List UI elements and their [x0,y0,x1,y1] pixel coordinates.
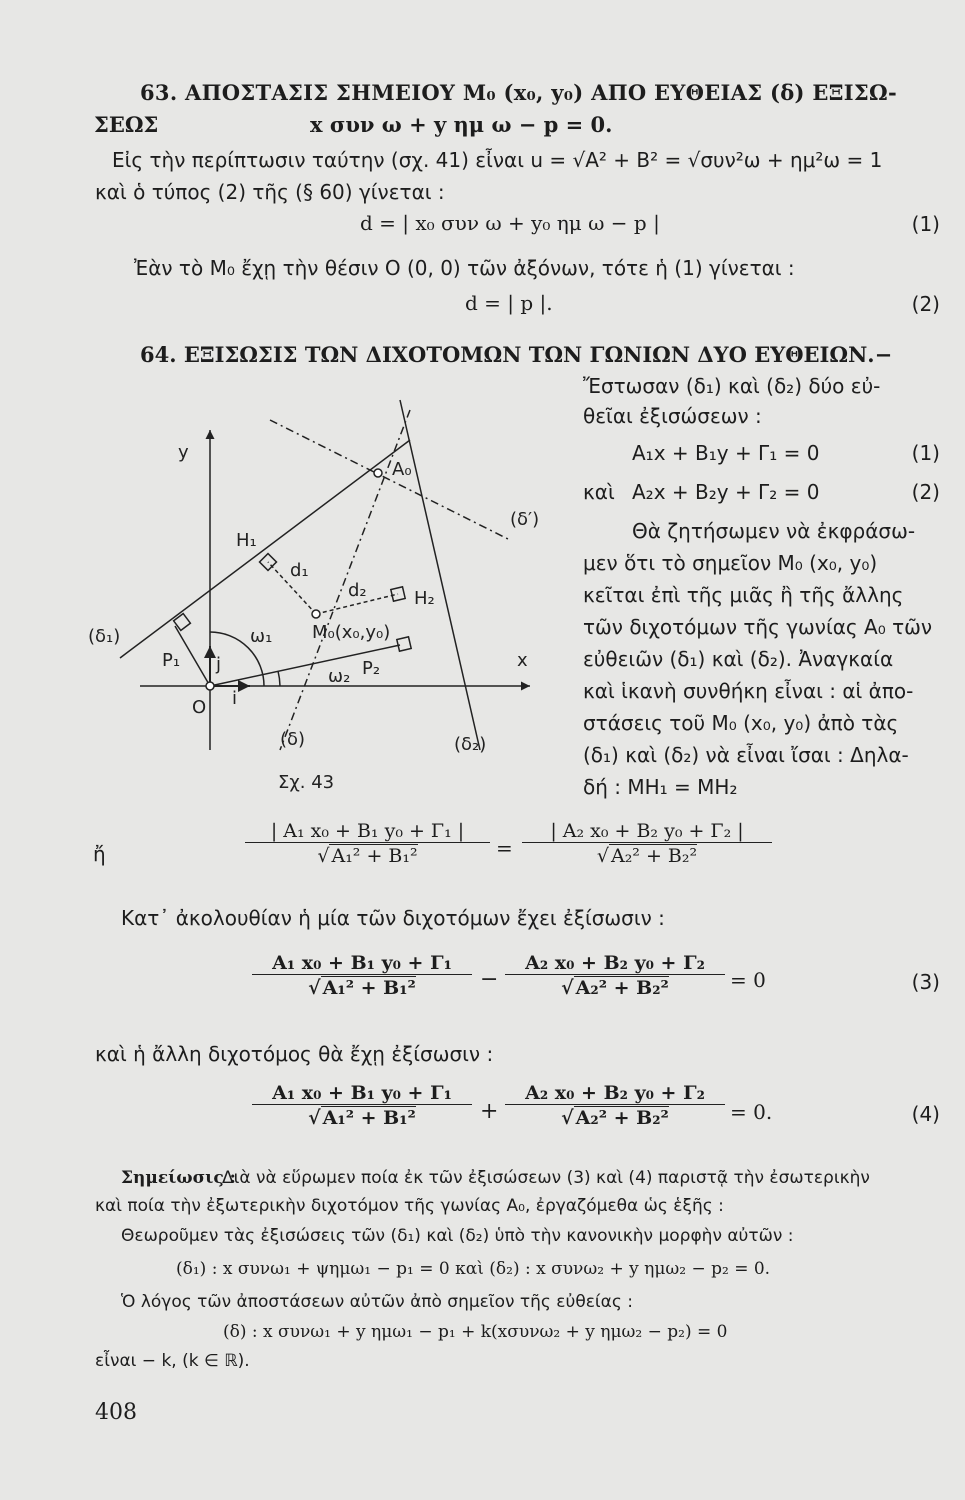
equation-2: d = | p |. [465,291,553,315]
label-delta1: (δ₁) [88,626,121,647]
point-A0 [374,469,382,477]
fraction-5: $\frac{\text{A₁ x₀ + B₁ y₀ + Γ₁}}{\text{√ A₁² + B₁²}}$ [252,1082,472,1129]
fraction-6: $\frac{\text{A₂ x₀ + B₂ y₀ + Γ₂}}{\text{√ A₂² + B₂²}}$ [505,1082,725,1129]
point-O [206,682,214,690]
paragraph-line: (δ₁) καὶ (δ₂) νὰ εἶναι ἴσαι : Δηλα- [583,743,909,767]
paragraph-line: Ἐὰν τὸ M₀ ἔχῃ τὴν θέσιν O (0, 0) τῶν ἀξόνων, τότε ἡ (1) γίνεται : [134,256,795,280]
equation-number: (3) [911,970,940,994]
equation-4-tail: = 0. [730,1100,773,1124]
equation-1: d = | x₀ συν ω + y₀ ημ ω − p | [360,211,660,235]
line-delta-prime [270,420,510,540]
section-63-heading-cont: ΣΕΩΣ [94,112,159,137]
minus-sign: − [480,967,499,992]
paragraph-line: καὶ ἡ ἄλλη διχοτόμος θὰ ἔχῃ ἐξίσωσιν : [95,1042,494,1066]
label-H1: H₁ [236,530,257,551]
label-x: x [517,650,528,671]
fraction-3: $\frac{\text{A₁ x₀ + B₁ y₀ + Γ₁}}{\text{√ A₁² + B₁²}}$ [252,952,472,999]
label-H2: H₂ [414,588,435,609]
fraction-4: $\frac{\text{A₂ x₀ + B₂ y₀ + Γ₂}}{\text{√ A₂² + B₂²}}$ [505,952,725,999]
label-d2: d₂ [348,580,367,601]
equation-number: (4) [911,1102,940,1126]
note-line: Ὁ λόγος τῶν ἀποστάσεων αὐτῶν ἀπὸ σημεῖον τῆς εὐθείας : [121,1292,633,1312]
equation-number: (1) [911,212,940,236]
note-equation: (δ) : x συνω₁ + y ημω₁ − p₁ + k(xσυνω₂ + y ημω₂ − p₂) = 0 [223,1322,728,1342]
fraction-2: $\frac{\text{| A₂ x₀ + B₂ y₀ + Γ₂ |}}{\text{√ A₂² + B₂²}}$ [522,820,772,867]
label-j: j [216,654,222,675]
plus-sign: + [480,1099,499,1124]
equation-number: (2) [911,480,940,504]
line-equation-2: A₂x + B₂y + Γ₂ = 0 [632,480,820,504]
paragraph-line: Κατ᾽ ἀκολουθίαν ἡ μία τῶν διχοτόμων ἔχει ἐξίσωσιν : [121,906,665,930]
fraction-1: $\frac{\text{| A₁ x₀ + B₁ y₀ + Γ₁ |}}{\text{√ A₁² + B₁²}}$ [245,820,490,867]
label-delta: (δ) [280,729,306,750]
page-number: 408 [95,1400,137,1425]
label-y: y [178,442,189,463]
point-M0 [312,610,320,618]
label-delta2: (δ₂) [454,734,487,755]
paragraph-line: εὐθειῶν (δ₁) καὶ (δ₂). Ἀναγκαία [583,647,894,671]
equation-3-tail: = 0 [730,968,766,992]
label-w2: ω₂ [328,666,351,687]
label-A0: A₀ [392,459,412,480]
label-P2: P₂ [362,658,381,679]
paragraph-line: δή : MH₁ = MH₂ [583,775,738,799]
note-line: Διὰ νὰ εὕρωμεν ποία ἐκ τῶν ἐξισώσεων (3) καὶ (4) παριστᾷ τὴν ἐσωτερικὴν [222,1168,870,1188]
paragraph-line: Θὰ ζητήσωμεν νὰ ἐκφράσω- [632,519,916,543]
line-equation-1: A₁x + B₁y + Γ₁ = 0 [632,441,820,465]
paragraph-line: καὶ [583,480,615,504]
paragraph-line: κεῖται ἐπὶ τῆς μιᾶς ἢ τῆς ἄλλης [583,583,904,607]
equation-number: (2) [911,292,940,316]
normal-p1 [175,626,210,686]
equals-sign: = [496,836,513,860]
label-P1: P₁ [162,650,181,671]
section-63-equation: x συν ω + y ημ ω − p = 0. [310,112,613,137]
paragraph-line: Ἔστωσαν (δ₁) καὶ (δ₂) δύο εὐ- [583,374,881,398]
note-label: Σημείωσις : [121,1168,236,1188]
paragraph-line: θεῖαι ἐξισώσεων : [583,404,762,428]
angle-w2 [278,671,280,686]
section-63-heading: 63. ΑΠΟΣΤΑΣΙΣ ΣΗΜΕΙΟΥ M₀ (x₀, y₀) ΑΠΟ ΕΥΘΕΙΑΣ (δ) ΕΞΙΣΩ- [140,80,898,105]
note-line: Θεωροῦμεν τὰς ἐξισώσεις τῶν (δ₁) καὶ (δ₂) ὑπὸ τὴν κανονικὴν μορφὴν αὐτῶν : [121,1226,794,1246]
label-d1: d₁ [290,560,309,581]
geometry-figure [80,370,580,800]
note-equation: (δ₁) : x συνω₁ + ψημω₁ − p₁ = 0 καὶ (δ₂) : x συνω₂ + y ημω₂ − p₂ = 0. [176,1259,771,1279]
paragraph-line: Εἰς τὴν περίπτωσιν ταύτην (σχ. 41) εἶναι u = √A² + B² = √συν²ω + ημ²ω = 1 [112,148,883,172]
section-64-heading: 64. ΕΞΙΣΩΣΙΣ ΤΩΝ ΔΙΧΟΤΟΜΩΝ ΤΩΝ ΓΩΝΙΩΝ ΔΥΟ ΕΥΘΕΙΩΝ.− [140,342,893,367]
label-M0: M₀(x₀,y₀) [312,622,391,643]
line-delta2 [400,400,480,750]
paragraph-line: καὶ ὁ τύπος (2) τῆς (§ 60) γίνεται : [95,180,445,204]
figure-caption: Σχ. 43 [278,772,335,793]
label-O: O [192,697,207,718]
label-i: i [232,688,238,709]
label-delta-prime: (δ′) [510,509,540,530]
paragraph-line: μεν ὅτι τὸ σημεῖον M₀ (x₀, y₀) [583,551,878,575]
equation-number: (1) [911,441,940,465]
paragraph-line: τῶν διχοτόμων τῆς γωνίας A₀ τῶν [583,615,933,639]
paragraph-line: στάσεις τοῦ M₀ (x₀, y₀) ἀπὸ τὰς [583,711,899,735]
note-line: εἶναι − k, (k ∈ ℝ). [95,1351,250,1371]
eta-label: ἤ [93,842,106,866]
note-line: καὶ ποία τὴν ἐξωτερικὴν διχοτόμον τῆς γωνίας A₀, ἐργαζόμεθα ὡς ἑξῆς : [95,1196,724,1216]
label-w1: ω₁ [250,626,273,647]
paragraph-line: καὶ ἱκανὴ συνθήκη εἶναι : αἱ ἀπο- [583,679,914,703]
